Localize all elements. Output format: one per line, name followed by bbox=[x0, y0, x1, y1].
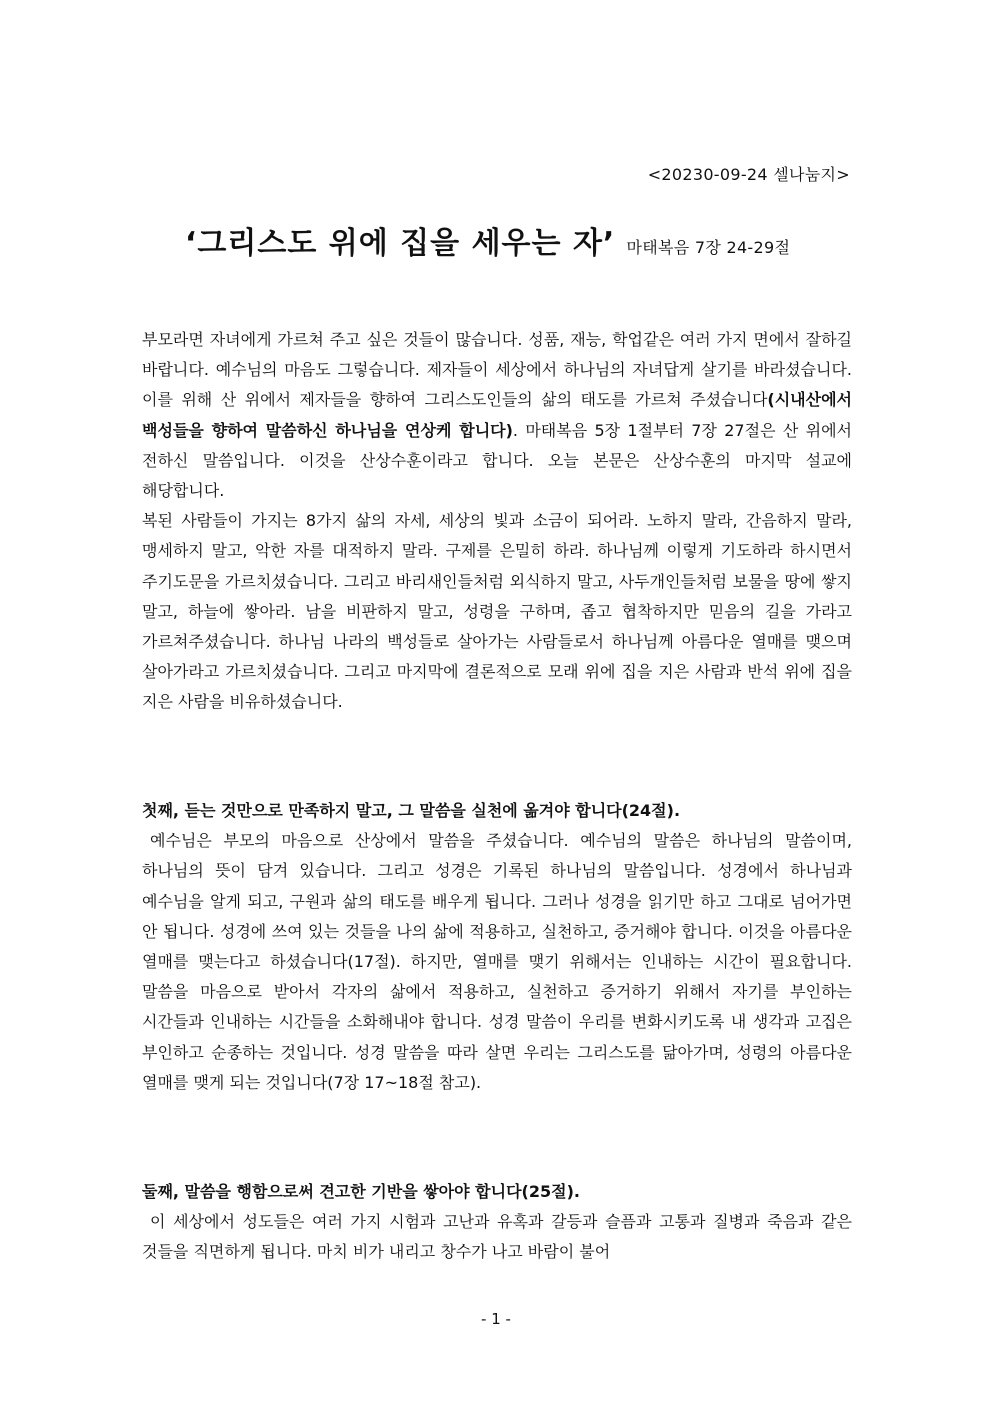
section-2-body: 이 세상에서 성도들은 여러 가지 시험과 고난과 유혹과 갈등과 슬픔과 고통과 질병과 죽음과 같은 것들을 직면하게 됩니다. 마치 비가 내리고 창수가 나고 바람이 불어 bbox=[142, 1212, 852, 1262]
intro-bold-note: (시내산에서 백성들을 향하여 말씀하신 하나님을 연상케 합니다) bbox=[142, 390, 852, 440]
intro-text-part-2: . 마태복음 5장 1절부터 7장 27절은 산 위에서 전하신 말씀입니다. 이것을 산상수훈이라고 합니다. 오늘 본문은 산상수훈의 마지막 설교에 해당합니다. bbox=[142, 420, 852, 501]
section-2-heading: 둘째, 말씀을 행함으로써 견고한 기반을 쌓아야 합니다(25절). bbox=[142, 1182, 580, 1201]
title-line bbox=[185, 218, 885, 262]
intro-paragraph-1 bbox=[142, 325, 852, 506]
scripture-reference: 마태복음 7장 24-29절 bbox=[626, 238, 791, 257]
section-1 bbox=[142, 796, 852, 1098]
intro-paragraph-2: 복된 사람들이 가지는 8가지 삶의 자세, 세상의 빛과 소금이 되어라. 노하지 말라, 간음하지 말라, 맹세하지 말고, 악한 자를 대적하지 말라. 구제를 은밀히 하라. 하나님께 이렇게 기도하라 하시면서 주기도문을 가르치셨습니다. 그리고 바리새인들처럼 외식하지 말고, 사두개인들처럼 보물을 땅에 쌓지 말고, 하늘에 쌓아라. 남을 비판하지 말고, 성령을 구하며, 좁고 협착하지만 믿음의 길을 가라고 가르쳐주셨습니다. 하나님 나라의 백성들로 살아가는 사람들로서 하나님께 아름다운 열매를 맺으며 살아가라고 가르치셨습니다. 그리고 마지막에 결론적으로 모래 위에 집을 지은 사람과 반석 위에 집을 지은 사람을 비유하셨습니다. bbox=[142, 511, 852, 712]
section-1-heading: 첫째, 듣는 것만으로 만족하지 말고, 그 말씀을 실천에 옮겨야 합니다(24절). bbox=[142, 801, 681, 820]
section-2 bbox=[142, 1177, 852, 1268]
page-title: ‘그리스도 위에 집을 세우는 자’ bbox=[185, 226, 616, 261]
date-header: <20230-09-24 셀나눔지> bbox=[647, 165, 850, 184]
intro-text-part-1: 부모라면 자녀에게 가르쳐 주고 싶은 것들이 많습니다. 성품, 재능, 학업같은 여러 가지 면에서 잘하길 바랍니다. 예수님의 마음도 그렇습니다. 제자들이 세상에서 하나님의 자녀답게 살기를 바라셨습니다. 이를 위해 산 위에서 제자들을 향하여 그리스도인들의 삶의 태도를 가르쳐 주셨습니다 bbox=[142, 330, 852, 410]
intro-section bbox=[142, 325, 852, 718]
page-number: - 1 - bbox=[481, 1310, 511, 1328]
section-1-body: 예수님은 부모의 마음으로 산상에서 말씀을 주셨습니다. 예수님의 말씀은 하나님의 말씀이며, 하나님의 뜻이 담겨 있습니다. 그리고 성경은 기록된 하나님의 말씀입니다. 성경에서 하나님과 예수님을 알게 되고, 구원과 삶의 태도를 배우게 됩니다. 그러나 성경을 읽기만 하고 그대로 넘어가면 안 됩니다. 성경에 쓰여 있는 것들을 나의 삶에 적용하고, 실천하고, 증거해야 합니다. 이것을 아름다운 열매를 맺는다고 하셨습니다(17절). 하지만, 열매를 맺기 위해서는 인내하는 시간이 필요합니다. 말씀을 마음으로 받아서 각자의 삶에서 적용하고, 실천하고 증거하기 위해서 자기를 부인하는 시간들과 인내하는 시간들을 소화해내야 합니다. 성경 말씀이 우리를 변화시키도록 내 생각과 고집은 부인하고 순종하는 것입니다. 성경 말씀을 따라 살면 우리는 그리스도를 닮아가며, 성령의 아름다운 열매를 맺게 되는 것입니다(7장 17~18절 참고). bbox=[142, 831, 852, 1092]
